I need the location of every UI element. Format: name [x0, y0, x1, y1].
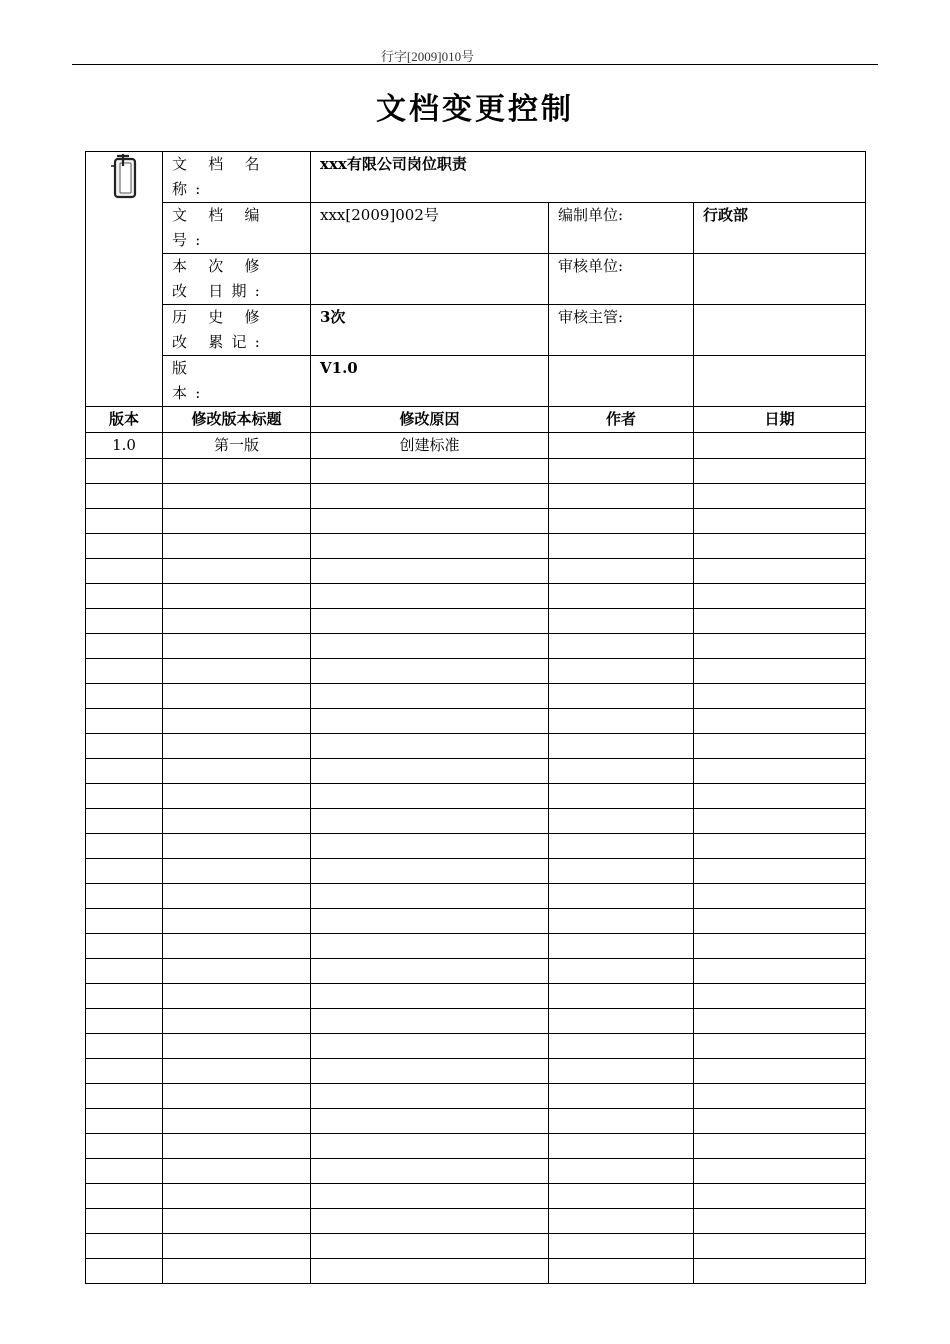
log-cell-title: [163, 1034, 311, 1059]
table-row-empty: [86, 959, 866, 984]
log-cell-reason: [311, 484, 549, 509]
log-cell-date: [694, 784, 866, 809]
log-cell-reason: [311, 1109, 549, 1134]
log-cell-reason: [311, 634, 549, 659]
table-row-empty: [86, 534, 866, 559]
log-cell-version: [86, 509, 163, 534]
log-cell-reason: [311, 584, 549, 609]
log-cell-date: [694, 1084, 866, 1109]
log-cell-reason: [311, 834, 549, 859]
log-cell-version: [86, 684, 163, 709]
document-code-header: 行字[2009]010号: [380, 49, 475, 64]
revision-date-value: [311, 254, 549, 305]
table-row-empty: [86, 734, 866, 759]
log-cell-title: [163, 484, 311, 509]
log-cell-title: [163, 1009, 311, 1034]
document-control-table: [85, 151, 866, 1284]
table-row-empty: [86, 909, 866, 934]
log-cell-author: [549, 934, 694, 959]
log-cell-title: [163, 1159, 311, 1184]
log-cell-author: [549, 709, 694, 734]
log-cell-version: [86, 1009, 163, 1034]
log-cell-version: [86, 584, 163, 609]
header-rule: [72, 64, 878, 65]
log-cell-version: [86, 1209, 163, 1234]
log-cell-reason: [311, 509, 549, 534]
log-cell-title: [163, 1259, 311, 1284]
log-cell-author: [549, 1084, 694, 1109]
table-row-empty: [86, 1084, 866, 1109]
reviewer-value: [694, 254, 866, 305]
log-cell-author: [549, 459, 694, 484]
log-cell-reason: 创建标准: [311, 433, 549, 459]
log-cell-title: [163, 784, 311, 809]
table-row-empty: [86, 559, 866, 584]
history-value: 3次: [311, 305, 549, 356]
log-cell-author: [549, 559, 694, 584]
page-title: 文档变更控制: [376, 92, 574, 127]
log-cell-author: [549, 859, 694, 884]
log-cell-date: [694, 834, 866, 859]
log-cell-author: [549, 433, 694, 459]
log-cell-version: [86, 784, 163, 809]
log-cell-version: [86, 1234, 163, 1259]
doc-no-label: 文 档 编 号:: [163, 203, 311, 254]
log-cell-date: [694, 1184, 866, 1209]
log-cell-date: [694, 484, 866, 509]
log-cell-author: [549, 734, 694, 759]
table-row: [86, 433, 866, 459]
log-cell-author: [549, 759, 694, 784]
log-cell-reason: [311, 934, 549, 959]
log-cell-version: [86, 634, 163, 659]
log-cell-author: [549, 959, 694, 984]
log-cell-title: [163, 1134, 311, 1159]
version-extra-cell-2: [694, 356, 866, 407]
version-label: 版 本:: [163, 356, 311, 407]
info-row-revision-date: [86, 254, 866, 305]
log-cell-date: [694, 609, 866, 634]
log-cell-title: [163, 459, 311, 484]
table-row-empty: [86, 1184, 866, 1209]
log-cell-date: [694, 859, 866, 884]
log-cell-date: [694, 459, 866, 484]
log-cell-author: [549, 1109, 694, 1134]
log-cell-reason: [311, 884, 549, 909]
log-cell-title: [163, 709, 311, 734]
table-row-empty: [86, 809, 866, 834]
log-cell-date: [694, 1009, 866, 1034]
log-cell-version: [86, 984, 163, 1009]
log-cell-date: [694, 1059, 866, 1084]
log-cell-date: [694, 1234, 866, 1259]
log-cell-version: [86, 1184, 163, 1209]
table-row-empty: [86, 659, 866, 684]
log-cell-version: [86, 834, 163, 859]
log-cell-author: [549, 984, 694, 1009]
log-cell-title: [163, 1084, 311, 1109]
log-cell-reason: [311, 1259, 549, 1284]
log-cell-version: [86, 934, 163, 959]
log-cell-title: [163, 534, 311, 559]
log-cell-author: [549, 584, 694, 609]
doc-no-value: xxx[2009]002号: [311, 203, 549, 254]
log-header-author: 作者: [549, 407, 694, 433]
table-row-empty: [86, 1209, 866, 1234]
log-cell-author: [549, 1059, 694, 1084]
log-cell-reason: [311, 1034, 549, 1059]
doc-name-label: 文 档 名 称:: [163, 152, 311, 203]
supervisor-value: [694, 305, 866, 356]
table-row-empty: [86, 1234, 866, 1259]
log-cell-version: [86, 534, 163, 559]
log-cell-date: [694, 559, 866, 584]
log-cell-title: [163, 834, 311, 859]
log-cell-version: [86, 909, 163, 934]
log-cell-date: [694, 909, 866, 934]
log-cell-title: [163, 634, 311, 659]
log-cell-reason: [311, 709, 549, 734]
table-row-empty: [86, 1159, 866, 1184]
log-cell-title: [163, 884, 311, 909]
log-cell-version: [86, 1259, 163, 1284]
log-cell-version: [86, 1109, 163, 1134]
log-cell-date: [694, 659, 866, 684]
table-row-empty: [86, 484, 866, 509]
log-cell-version: [86, 459, 163, 484]
log-cell-author: [549, 1159, 694, 1184]
table-row-empty: [86, 1009, 866, 1034]
log-cell-title: [163, 684, 311, 709]
log-cell-author: [549, 484, 694, 509]
log-cell-date: [694, 1134, 866, 1159]
log-cell-version: [86, 734, 163, 759]
log-cell-date: [694, 1034, 866, 1059]
log-cell-author: [549, 609, 694, 634]
log-cell-title: [163, 659, 311, 684]
log-cell-author: [549, 784, 694, 809]
log-cell-date: [694, 684, 866, 709]
log-cell-reason: [311, 859, 549, 884]
table-row-empty: [86, 609, 866, 634]
log-cell-author: [549, 659, 694, 684]
log-cell-version: [86, 484, 163, 509]
log-cell-reason: [311, 459, 549, 484]
log-cell-date: [694, 1259, 866, 1284]
table-row-empty: [86, 984, 866, 1009]
log-cell-title: [163, 934, 311, 959]
log-cell-version: [86, 859, 163, 884]
log-cell-version: [86, 1134, 163, 1159]
table-row-empty: [86, 509, 866, 534]
log-cell-title: 第一版: [163, 433, 311, 459]
table-row-empty: [86, 584, 866, 609]
info-row-version: [86, 356, 866, 407]
log-cell-author: [549, 509, 694, 534]
log-cell-date: [694, 959, 866, 984]
table-row-empty: [86, 1059, 866, 1084]
version-value: V1.0: [311, 356, 549, 407]
log-cell-author: [549, 1009, 694, 1034]
log-cell-title: [163, 759, 311, 784]
log-cell-reason: [311, 959, 549, 984]
log-cell-title: [163, 984, 311, 1009]
log-cell-reason: [311, 984, 549, 1009]
table-row-empty: [86, 634, 866, 659]
log-cell-reason: [311, 1059, 549, 1084]
log-cell-title: [163, 609, 311, 634]
log-cell-date: [694, 809, 866, 834]
log-cell-reason: [311, 534, 549, 559]
log-cell-author: [549, 1034, 694, 1059]
log-cell-date: [694, 759, 866, 784]
log-cell-author: [549, 1259, 694, 1284]
table-row-empty: [86, 1109, 866, 1134]
compiler-value: 行政部: [694, 203, 866, 254]
log-cell-reason: [311, 809, 549, 834]
supervisor-label: 审核主管:: [549, 305, 694, 356]
log-cell-reason: [311, 684, 549, 709]
log-cell-author: [549, 1184, 694, 1209]
log-cell-version: [86, 709, 163, 734]
log-cell-title: [163, 1059, 311, 1084]
table-row-empty: [86, 884, 866, 909]
log-cell-author: [549, 634, 694, 659]
log-cell-date: [694, 634, 866, 659]
table-row-empty: [86, 684, 866, 709]
log-header-title: 修改版本标题: [163, 407, 311, 433]
log-cell-version: [86, 659, 163, 684]
table-row-empty: [86, 1134, 866, 1159]
log-cell-title: [163, 559, 311, 584]
log-cell-version: [86, 809, 163, 834]
log-cell-author: [549, 809, 694, 834]
table-row-empty: [86, 1034, 866, 1059]
table-row-empty: [86, 834, 866, 859]
log-cell-author: [549, 884, 694, 909]
log-cell-date: [694, 584, 866, 609]
log-cell-title: [163, 509, 311, 534]
log-cell-version: [86, 884, 163, 909]
log-cell-version: [86, 559, 163, 584]
table-row-empty: [86, 859, 866, 884]
log-cell-date: [694, 884, 866, 909]
compiler-label: 编制单位:: [549, 203, 694, 254]
table-row-empty: [86, 709, 866, 734]
log-cell-reason: [311, 1009, 549, 1034]
table-row-empty: [86, 759, 866, 784]
log-cell-reason: [311, 1134, 549, 1159]
log-cell-title: [163, 859, 311, 884]
log-cell-reason: [311, 1184, 549, 1209]
log-cell-title: [163, 1209, 311, 1234]
info-row-history: [86, 305, 866, 356]
table-row-empty: [86, 934, 866, 959]
log-cell-reason: [311, 1084, 549, 1109]
log-cell-version: [86, 1059, 163, 1084]
log-cell-reason: [311, 1234, 549, 1259]
log-cell-date: [694, 734, 866, 759]
log-cell-version: 1.0: [86, 433, 163, 459]
log-cell-title: [163, 1184, 311, 1209]
log-cell-reason: [311, 734, 549, 759]
log-cell-date: [694, 1159, 866, 1184]
log-cell-author: [549, 909, 694, 934]
log-cell-reason: [311, 784, 549, 809]
icon-cell: [86, 152, 163, 407]
log-header-row: [86, 407, 866, 433]
log-cell-version: [86, 609, 163, 634]
log-cell-title: [163, 1109, 311, 1134]
log-cell-reason: [311, 759, 549, 784]
log-cell-reason: [311, 609, 549, 634]
version-extra-cell-1: [549, 356, 694, 407]
log-cell-date: [694, 1209, 866, 1234]
log-cell-reason: [311, 909, 549, 934]
log-cell-date: [694, 509, 866, 534]
log-cell-author: [549, 834, 694, 859]
log-cell-title: [163, 584, 311, 609]
log-cell-title: [163, 909, 311, 934]
log-cell-version: [86, 1159, 163, 1184]
log-cell-title: [163, 959, 311, 984]
log-cell-title: [163, 809, 311, 834]
log-cell-author: [549, 1234, 694, 1259]
table-row-empty: [86, 784, 866, 809]
info-row-doc-name: [86, 152, 866, 203]
log-cell-date: [694, 534, 866, 559]
log-cell-date: [694, 934, 866, 959]
history-label: 历 史 修 改 累记:: [163, 305, 311, 356]
log-header-reason: 修改原因: [311, 407, 549, 433]
log-cell-version: [86, 1034, 163, 1059]
log-cell-version: [86, 959, 163, 984]
reviewer-label: 审核单位:: [549, 254, 694, 305]
document-clip-icon: [107, 188, 141, 206]
log-cell-title: [163, 734, 311, 759]
log-cell-date: [694, 433, 866, 459]
log-cell-author: [549, 1134, 694, 1159]
log-cell-date: [694, 1109, 866, 1134]
log-cell-date: [694, 709, 866, 734]
log-cell-version: [86, 759, 163, 784]
log-cell-date: [694, 984, 866, 1009]
log-cell-reason: [311, 559, 549, 584]
doc-name-value: xxx有限公司岗位职责: [311, 152, 866, 203]
info-row-doc-no: [86, 203, 866, 254]
log-cell-reason: [311, 659, 549, 684]
log-cell-author: [549, 534, 694, 559]
log-cell-reason: [311, 1209, 549, 1234]
log-cell-author: [549, 684, 694, 709]
table-row-empty: [86, 1259, 866, 1284]
log-cell-author: [549, 1209, 694, 1234]
log-cell-title: [163, 1234, 311, 1259]
log-header-date: 日期: [694, 407, 866, 433]
log-header-version: 版本: [86, 407, 163, 433]
log-cell-reason: [311, 1159, 549, 1184]
table-row-empty: [86, 459, 866, 484]
revision-date-label: 本 次 修 改 日期:: [163, 254, 311, 305]
log-cell-version: [86, 1084, 163, 1109]
